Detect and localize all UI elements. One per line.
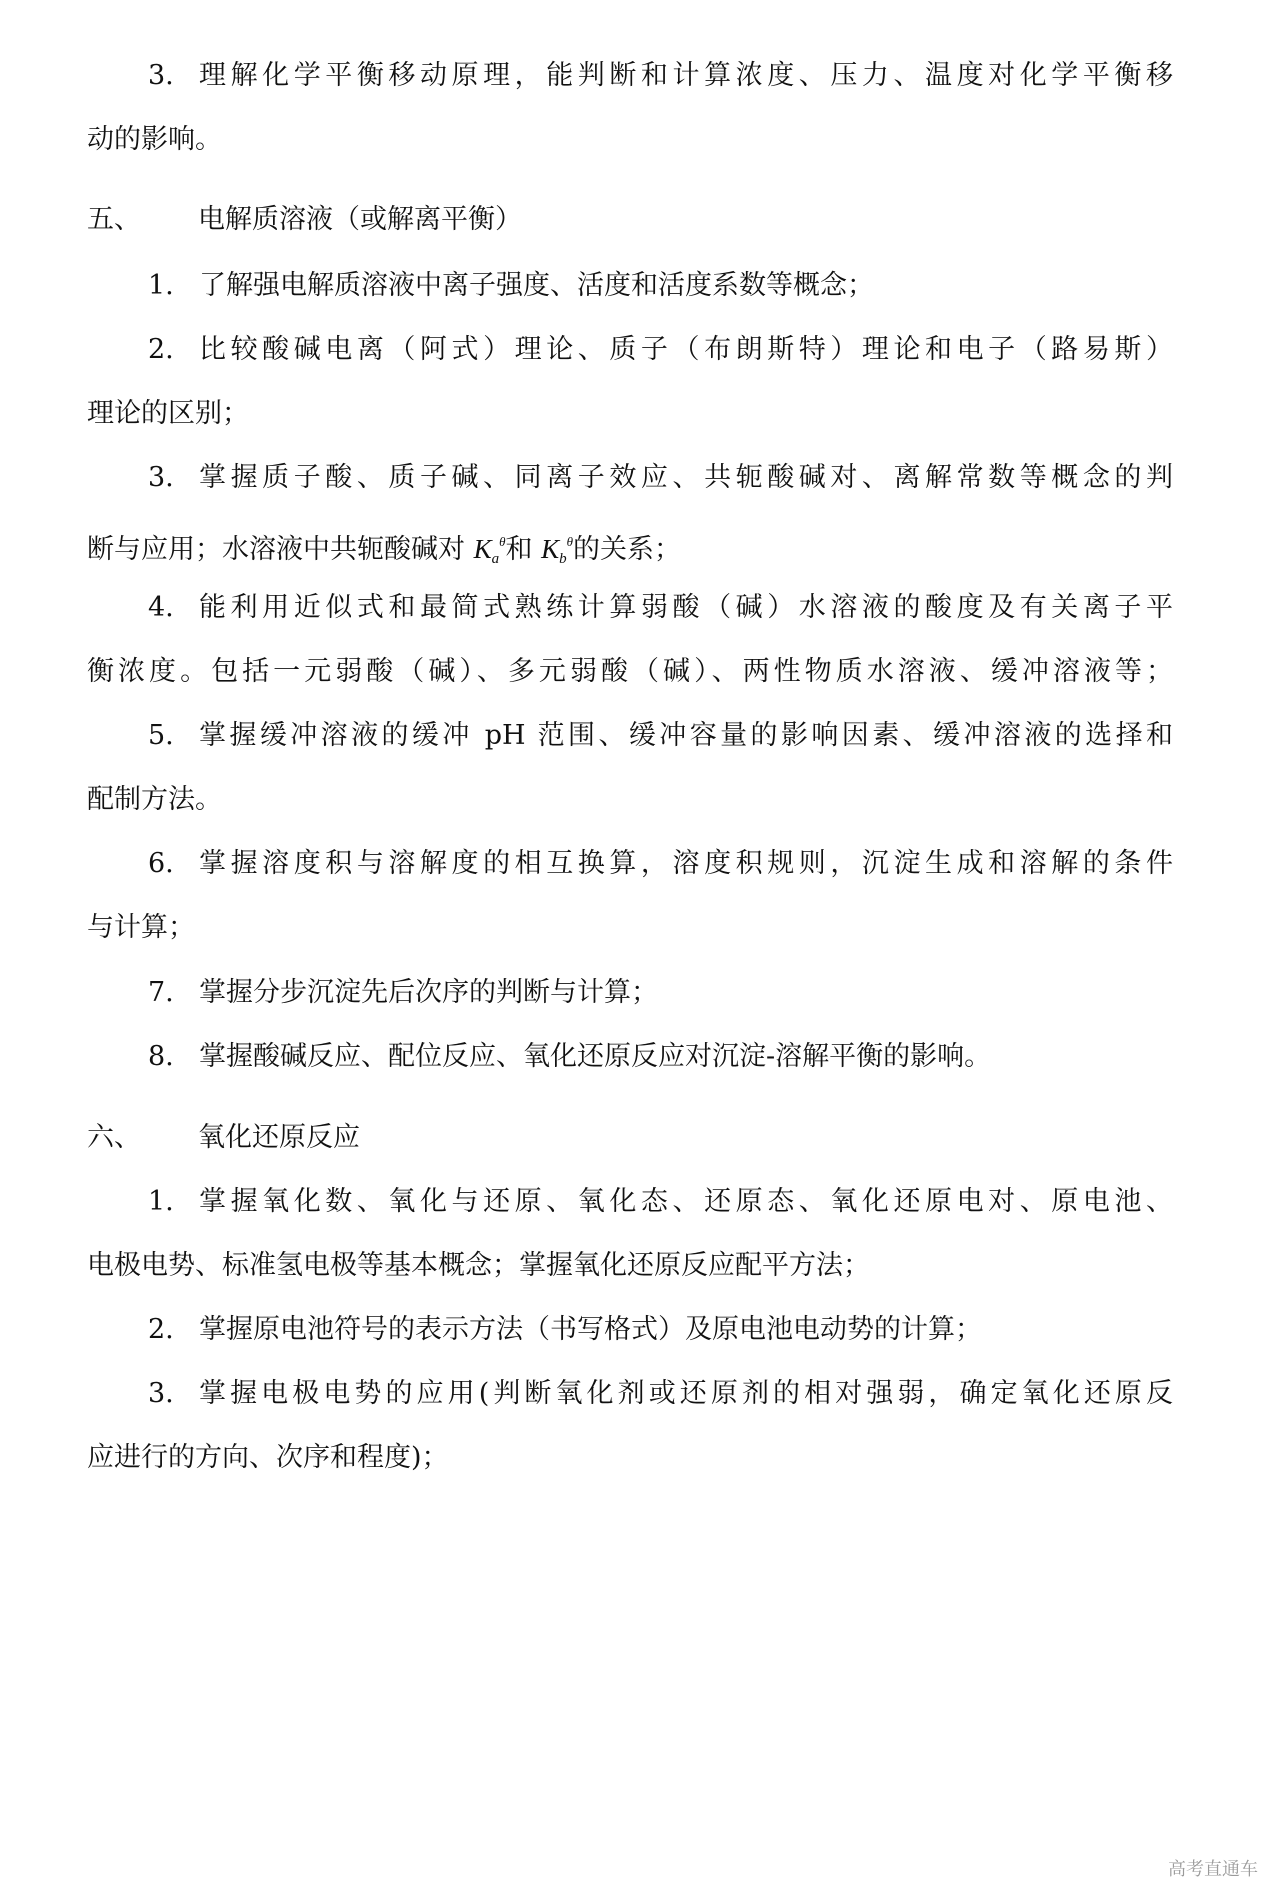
item-text-part: 的关系； bbox=[573, 534, 681, 565]
item-text: 应进行的方向、次序和程度)； bbox=[87, 1442, 449, 1473]
item-number: 1. bbox=[148, 1186, 174, 1217]
item-text: 掌握质子酸、质子碱、同离子效应、共轭酸碱对、离解常数等概念的判 bbox=[199, 462, 1173, 493]
item-number: 3. bbox=[148, 1378, 174, 1409]
item-text: 掌握氧化数、氧化与还原、氧化态、还原态、氧化还原电对、原电池、 bbox=[199, 1186, 1173, 1217]
section-number: 六、 bbox=[87, 1122, 141, 1153]
item-number: 2. bbox=[148, 334, 174, 365]
item-text: 比较酸碱电离（阿式）理论、质子（布朗斯特）理论和电子（路易斯） bbox=[199, 334, 1173, 365]
item-text: 配制方法。 bbox=[87, 784, 222, 815]
item-text: 理论的区别； bbox=[87, 398, 249, 429]
item-text: 能利用近似式和最简式熟练计算弱酸（碱）水溶液的酸度及有关离子平 bbox=[199, 592, 1173, 623]
item-text: 了解强电解质溶液中离子强度、活度和活度系数等概念； bbox=[199, 270, 874, 301]
item-text: 掌握原电池符号的表示方法（书写格式）及原电池电动势的计算； bbox=[199, 1314, 982, 1345]
item-text: 掌握缓冲溶液的缓冲 pH 范围、缓冲容量的影响因素、缓冲溶液的选择和 bbox=[199, 720, 1173, 751]
item-text: 电极电势、标准氢电极等基本概念；掌握氧化还原反应配平方法； bbox=[87, 1250, 870, 1281]
item-number: 8. bbox=[148, 1041, 174, 1072]
item-number: 4. bbox=[148, 592, 174, 623]
item-number: 3. bbox=[148, 60, 174, 91]
item-text: 动的影响。 bbox=[87, 124, 222, 155]
watermark: 高考直通车 bbox=[1168, 1859, 1258, 1880]
kb-symbol: $K_b^\theta$ bbox=[541, 534, 573, 567]
item-text-part: 断与应用；水溶液中共轭酸碱对 bbox=[87, 534, 465, 565]
section-title: 电解质溶液（或解离平衡） bbox=[198, 204, 522, 235]
item-number: 1. bbox=[148, 270, 174, 301]
item-text: 掌握分步沉淀先后次序的判断与计算； bbox=[199, 977, 658, 1008]
item-text: 衡浓度。包括一元弱酸（碱）、多元弱酸（碱）、两性物质水溶液、缓冲溶液等； bbox=[87, 656, 1173, 687]
section-number: 五、 bbox=[87, 204, 141, 235]
item-text: 掌握溶度积与溶解度的相互换算，溶度积规则，沉淀生成和溶解的条件 bbox=[199, 848, 1173, 879]
item-number: 2. bbox=[148, 1314, 174, 1345]
item-text bbox=[87, 522, 681, 579]
item-text: 理解化学平衡移动原理，能判断和计算浓度、压力、温度对化学平衡移 bbox=[199, 60, 1173, 91]
item-number: 3. bbox=[148, 462, 174, 493]
item-text: 与计算； bbox=[87, 912, 195, 943]
item-number: 7. bbox=[148, 977, 174, 1008]
ka-symbol: $K_a^\theta$ bbox=[473, 534, 506, 567]
item-text: 掌握酸碱反应、配位反应、氧化还原反应对沉淀-溶解平衡的影响。 bbox=[199, 1041, 992, 1072]
section-title: 氧化还原反应 bbox=[198, 1122, 360, 1153]
item-number: 6. bbox=[148, 848, 174, 879]
item-text-part: 和 bbox=[505, 534, 533, 565]
item-number: 5. bbox=[148, 720, 174, 751]
item-text: 掌握电极电势的应用(判断氧化剂或还原剂的相对强弱，确定氧化还原反 bbox=[199, 1378, 1173, 1409]
